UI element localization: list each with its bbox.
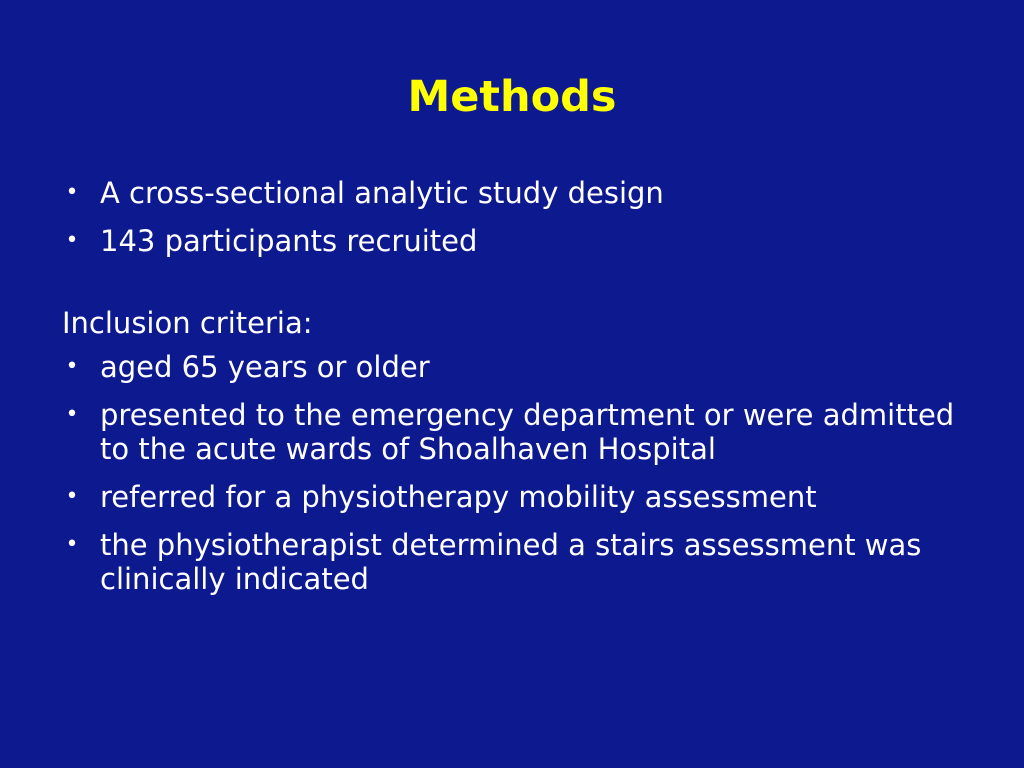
- bullet-dot-icon: •: [65, 354, 79, 379]
- bullet-text: 143 participants recruited: [100, 224, 478, 258]
- inclusion-bullet-list: [62, 350, 972, 596]
- bullet-item: [62, 350, 972, 384]
- bullet-dot-icon: •: [65, 484, 79, 509]
- bullet-text: aged 65 years or older: [100, 350, 430, 384]
- bullet-dot-icon: •: [65, 532, 79, 557]
- bullet-dot-icon: •: [65, 402, 79, 427]
- bullet-text: A cross-sectional analytic study design: [100, 176, 664, 210]
- bullet-text: the physiotherapist determined a stairs assessment was clinically indicated: [100, 528, 922, 596]
- slide-title: Methods: [407, 72, 617, 122]
- bullet-text: presented to the emergency department or were admitted to the acute wards of Shoalhaven Hospital: [100, 398, 955, 466]
- inclusion-criteria-heading: Inclusion criteria:: [62, 306, 313, 340]
- bullet-item: [62, 176, 972, 210]
- bullet-text: referred for a physiotherapy mobility assessment: [100, 480, 817, 514]
- bullet-item: [62, 480, 972, 514]
- bullet-item: [62, 398, 972, 466]
- bullet-dot-icon: •: [65, 228, 79, 253]
- bullet-item: [62, 528, 972, 596]
- spacer: [62, 272, 972, 306]
- bullet-dot-icon: •: [65, 180, 79, 205]
- slide-content: [62, 176, 972, 610]
- bullet-item: [62, 224, 972, 258]
- design-bullet-list: [62, 176, 972, 258]
